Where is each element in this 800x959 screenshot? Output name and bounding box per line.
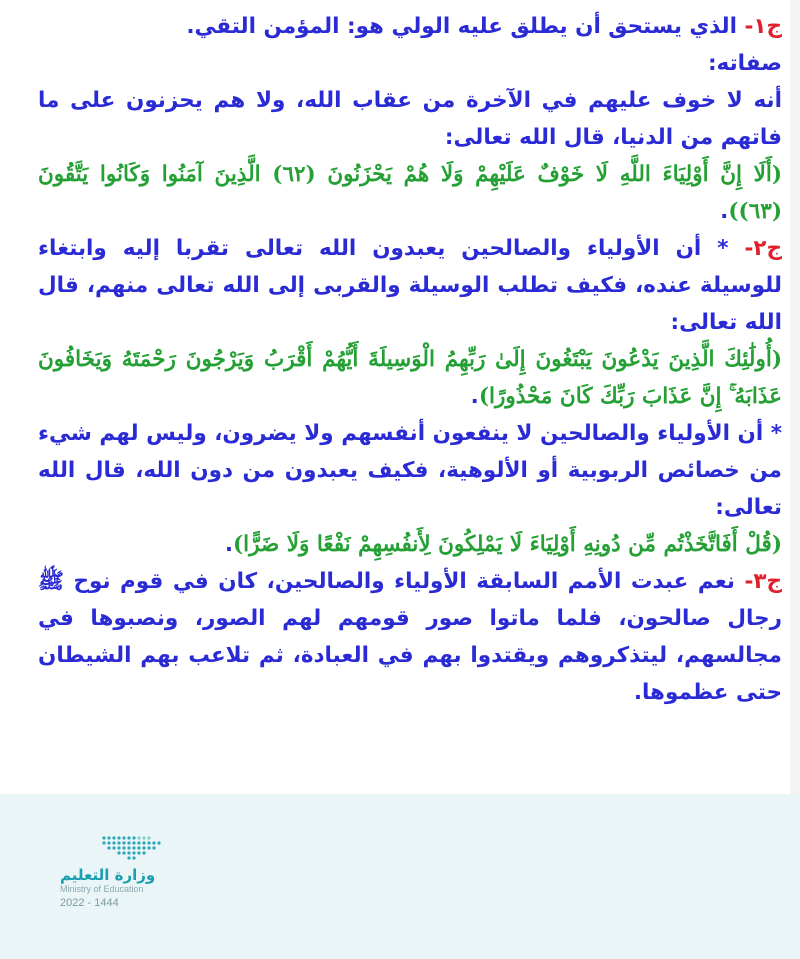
answer-3-body: نعم عبدت الأمم السابقة الأولياء والصالحين، كان في قوم نوح ﷺ رجال صالحون، فلما ماتوا صور قومهم لهم الصور، ونصبوها في مجالسهم، ليتذكروهم ويقتدوا بهم في العبادة، ثم تلاعب بهم الشيطان حتى عظموها. <box>38 569 782 705</box>
answer-1-body: أنه لا خوف عليهم في الآخرة من عقاب الله، ولا هم يحزنون على ما فاتهم من الدنيا، قال الله تعالى: <box>38 88 782 150</box>
ministry-logo-arabic: وزارة التعليم <box>60 866 156 884</box>
answer-2 <box>38 230 782 563</box>
answer-3 <box>38 563 782 711</box>
answers-content <box>38 8 782 711</box>
answer-2-verse-2: (قُلْ أَفَاتَّخَذْتُم مِّن دُونِهِ أَوْلِيَاءَ لَا يَمْلِكُونَ لِأَنفُسِهِمْ نَفْعًا وَلَا ضَرًّا) <box>232 532 782 557</box>
answer-2-body-2: * أن الأولياء والصالحين لا ينفعون أنفسهم ولا يضرون، وليس لهم شيء من خصائص الربوبية أو الألوهية، فكيف يعبدون من دون الله، قال الله تعالى: <box>38 421 782 520</box>
ministry-logo-icon <box>100 832 162 862</box>
answer-1 <box>38 8 782 230</box>
answer-3-label: ج٣- <box>744 569 782 594</box>
answer-1-label: ج١- <box>744 14 782 39</box>
answer-2-verse-1: (أُولَٰئِكَ الَّذِينَ يَدْعُونَ يَبْتَغُونَ إِلَىٰ رَبِّهِمُ الْوَسِيلَةَ أَيُّهُمْ أَقْرَبُ وَيَرْجُونَ رَحْمَتَهُ وَيَخَافُونَ عَذَابَهُ ۚ إِنَّ عَذَابَ رَبِّكَ كَانَ مَحْذُورًا) <box>38 347 782 409</box>
answer-2-label: ج٢- <box>744 236 782 261</box>
answer-1-heading: صفاته: <box>707 51 782 76</box>
page-edge-shade <box>790 0 800 794</box>
answer-1-text: الذي يستحق أن يطلق عليه الولي هو: المؤمن التقي. <box>186 14 745 39</box>
ministry-logo-english: Ministry of Education <box>60 884 144 894</box>
answer-2-end-2: . <box>224 532 233 557</box>
edition-year: 2022 - 1444 <box>60 897 119 909</box>
answer-1-verse: (أَلَا إِنَّ أَوْلِيَاءَ اللَّهِ لَا خَوْفٌ عَلَيْهِمْ وَلَا هُمْ يَحْزَنُونَ (٦٢) الَّذِينَ آمَنُوا وَكَانُوا يَتَّقُونَ (٦٣)) <box>38 162 782 224</box>
answer-1-end: . <box>720 199 729 224</box>
answer-2-end-1: . <box>470 384 479 409</box>
answer-2-body-1: * أن الأولياء والصالحين يعبدون الله تعالى تقربا إليه وابتغاء للوسيلة عنده، فكيف تطلب الوسيلة والقربى إلى الله تعالى منهم، قال الله تعالى: <box>38 236 782 335</box>
